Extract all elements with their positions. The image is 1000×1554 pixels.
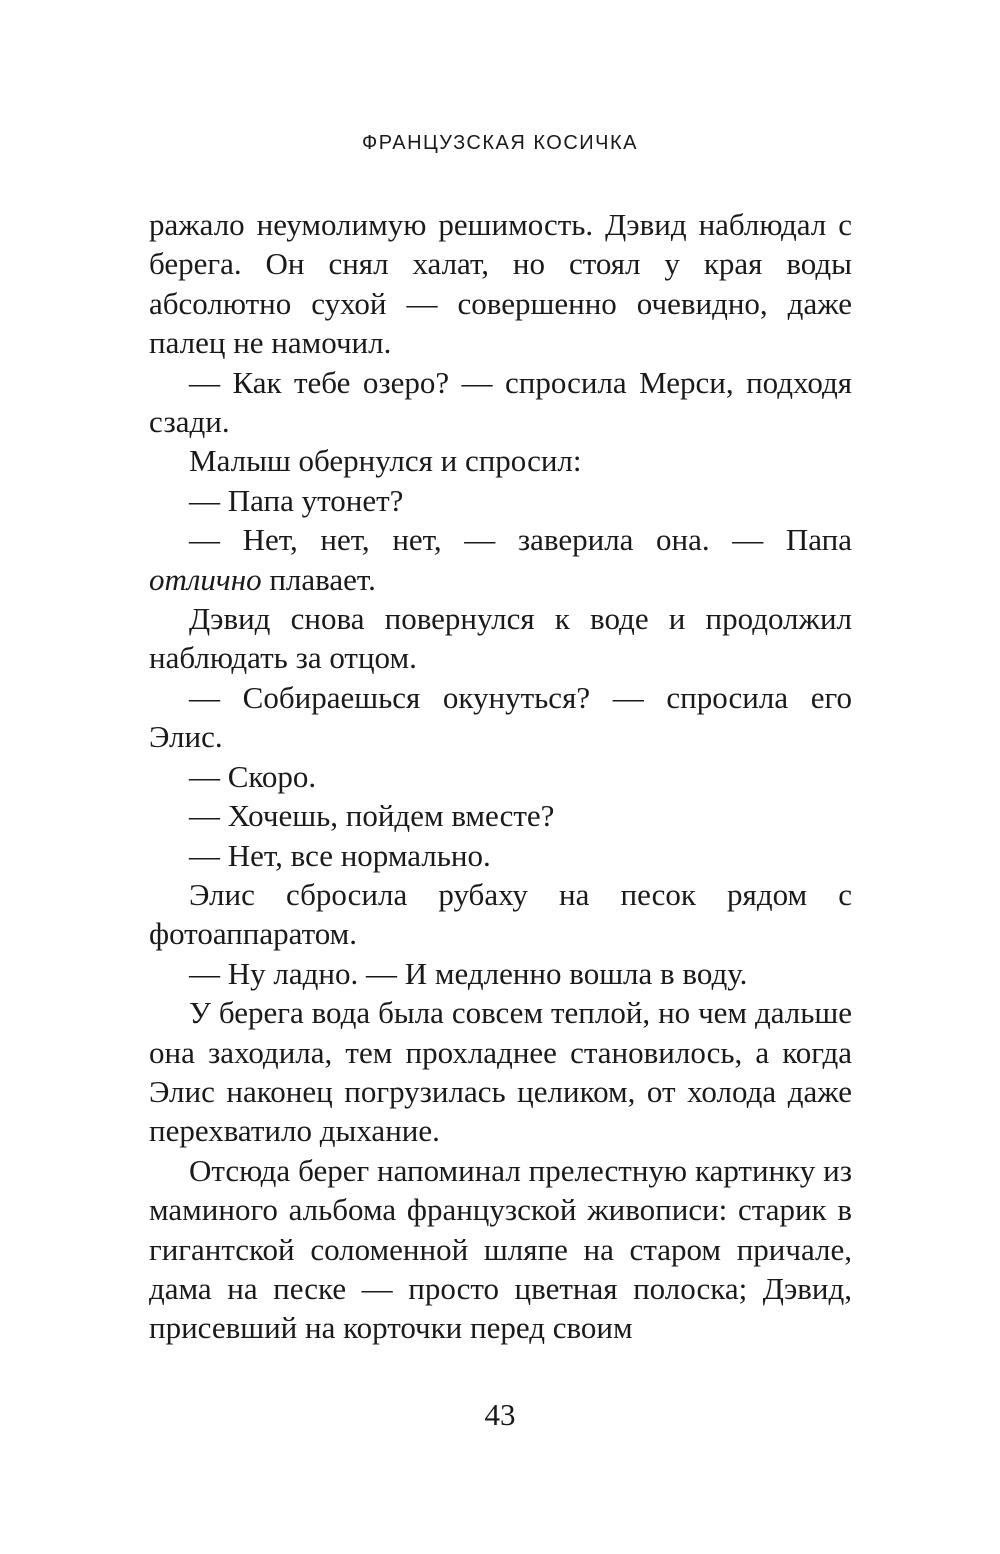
paragraph: У берега вода была совсем теплой, но чем дальше она заходила, тем прохладнее становилось, а когда Элис наконец погрузилась целиком, от холода даже перехватило дыхание. [149,995,852,1149]
body-text [149,205,852,1348]
dialogue-line: — Ну ладно. — И медленно вошла в воду. [189,955,748,991]
dialogue-line: — Как тебе озеро? — спросила Мерси, подходя сзади. [149,364,852,440]
paragraph: Малыш обернулся и спросил: [189,443,582,479]
paragraph: Дэвид снова повернулся к воде и продолжил наблюдать за отцом. [149,601,852,676]
dialogue-line: — Скоро. [189,758,317,794]
dialogue-line [149,520,852,599]
dialogue-text: плавает. [261,561,376,597]
dialogue-line: — Нет, все нормально. [189,837,491,873]
dialogue-line: — Хочешь, пойдем вместе? [189,798,555,834]
paragraph: Элис сбросила рубаху на песок рядом с фотоаппаратом. [149,876,852,952]
emphasized-word: отлично [149,561,262,597]
dialogue-line: — Собираешься окунуться? — спросила его Элис. [149,679,852,755]
running-header: ФРАНЦУЗСКАЯ КОСИЧКА [362,132,638,154]
paragraph: Отсюда берег напоминал прелестную картинку из маминого альбома французской живописи: старик в гигантской соломенной шляпе на старом причале, дама на песке — просто цветная полоска; Дэвид, присевший на корточки перед своим [149,1152,852,1346]
dialogue-text: — Нет, нет, нет, — заверила она. — Папа [189,522,852,558]
dialogue-line: — Папа утонет? [189,482,404,518]
page-number: 43 [484,1397,516,1432]
paragraph: ражало неумолимую решимость. Дэвид наблюдал с берега. Он снял халат, но стоял у края воды абсолютно сухой — совершенно очевидно, даже палец не намочил. [149,207,852,361]
